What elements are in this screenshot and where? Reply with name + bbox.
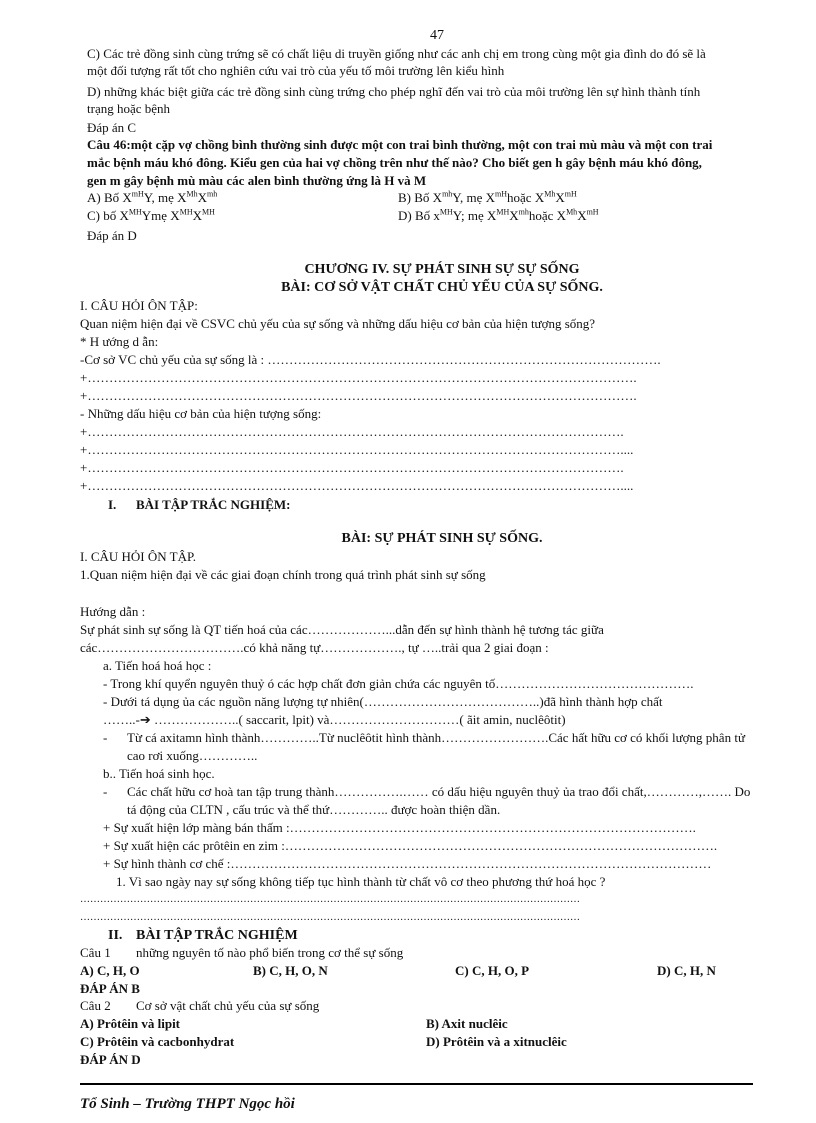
chapter-title: CHƯƠNG IV. SỰ PHÁT SINH SỰ SỰ SỐNG [304, 262, 580, 277]
footer-text: Tổ Sinh – Trường THPT Ngọc hồi [80, 1096, 295, 1112]
q46-d-sup1: MH [439, 207, 453, 217]
q46-d-sup5: mH [586, 207, 599, 217]
c1-text: những nguyên tố nào phổ biến trong cơ thể sự sống [136, 945, 404, 960]
q45-option-d-line1: D) những khác biệt giữa các trẻ đồng sinh cùng trứng cho phép nghĩ đến vai trò của môi trường lên sự hình thành tính [87, 84, 701, 99]
c2-option-b: B) Axit nuclêic [426, 1016, 508, 1031]
q46-b-sup1: mh [442, 189, 453, 199]
sec1-plus-line: +………………………………………………………………………………………………………………. [80, 370, 637, 385]
sec1-basis: -Cơ sở VC chủ yếu của sự sống là : ………………………………………………………………………………. [80, 352, 661, 367]
q46-b-x: X [555, 190, 565, 205]
c2-answer: ĐÁP ÁN D [80, 1052, 141, 1067]
sec1-heading: I. CÂU HỎI ÔN TẬP: [80, 298, 198, 313]
bio-evolution-line1: Các chất hữu cơ hoà tan tập trung thành…………….…… có dấu hiệu nguyên thuỷ ủa trao đổi chất,…………,……. Do [127, 784, 751, 799]
q46-line1: Câu 46:một cặp vợ chồng bình thường sinh được một con trai bình thường, một con trai mù màu và một con trai [87, 137, 713, 152]
chem-evolution-line4: Từ cá axitamn hình thành…………..Từ nuclêôtit hình thành…………………….Các hất hữu cơ có khối lượng phân tử [127, 730, 745, 745]
sec1-tn-title: BÀI TẬP TRẮC NGHIỆM: [136, 497, 291, 512]
lesson2-heading: I. CÂU HỎI ÔN TẬP. [80, 549, 197, 564]
bio-evolution-mechanism: + Sự hình thành cơ chế :………………………………………………………………………………………………… [103, 856, 712, 871]
answer-dotted-line: …………………………………………………………………………………………………………………………………… [80, 912, 580, 923]
q46-c-label: C) bố X [87, 208, 129, 223]
q46-a-label: A) Bố X [87, 190, 132, 205]
q46-b-sup3: Mh [544, 189, 556, 199]
bio-evolution-dash: - [103, 784, 108, 799]
c1-option-c: C) C, H, O, P [455, 963, 530, 978]
c2-text: Cơ sở vật chất chủ yếu của sự sống [136, 998, 320, 1013]
answer-dotted-line: …………………………………………………………………………………………………………………………………… [80, 894, 580, 905]
bio-evolution-enzyme: + Sự xuất hiện các prôtêin en zim :………………………………………………………………………………………. [103, 838, 718, 853]
q46-option-d [398, 208, 599, 224]
chem-evolution-line1: - Trong khí quyển nguyên thuỷ ó các hợp chất đơn giản chứa các nguyên tố………………………………………. [103, 676, 694, 691]
c1-label: Câu 1 [80, 945, 111, 960]
c2-option-d: D) Prôtêin và a xitnuclêic [426, 1034, 567, 1049]
chem-evolution-heading: a. Tiến hoá hoá học : [103, 658, 212, 673]
lesson2-question2: 1. Vì sao ngày nay sự sống không tiếp tục hình thành từ chất vô cơ theo phương thứ hoá học ? [116, 874, 606, 889]
q46-option-a [87, 190, 217, 206]
sec1-plus-line: +……………………………………………………………………………………………………………. [80, 460, 624, 475]
q45-answer: Đáp án C [87, 120, 137, 135]
c1-option-a: A) C, H, O [80, 963, 140, 978]
lesson2-paragraph-line2: các…………………………….có khả năng tự………………., tự …..trải qua 2 giai đoạn : [80, 640, 549, 655]
c2-option-a: A) Prôtêin và lipit [80, 1016, 181, 1031]
q46-d-sup3: mh [518, 207, 529, 217]
lesson2-guide: Hướng dẫn : [80, 604, 146, 619]
q46-d-x: X [509, 208, 519, 223]
mcq-number: II. [108, 928, 123, 943]
q46-d-sup2: MH [496, 207, 510, 217]
q46-c-sup2: MH [179, 207, 193, 217]
c2-option-c: C) Prôtêin và cacbonhydrat [80, 1034, 235, 1049]
bio-evolution-membrane: + Sự xuất hiện lớp màng bán thấm :…………………………………………………………………………………. [103, 820, 696, 835]
q46-c-sup1: MH [128, 207, 142, 217]
chem-evolution-line5: cao rơi xuống………….. [127, 748, 258, 763]
q46-d-x2: X [577, 208, 587, 223]
sec1-plus-line: +…………………………………………………………………………………………………………….... [80, 442, 634, 457]
q46-d-sup4: Mh [566, 207, 578, 217]
bio-evolution-heading: b.. Tiến hoá sinh học. [103, 766, 215, 781]
q46-b-sup2: mH [495, 189, 508, 199]
sec1-question: Quan niệm hiện đại về CSVC chủ yếu của sự sống và những dấu hiệu cơ bản của hiện tượng sống? [80, 316, 596, 331]
q46-a-mid: Y, mẹ X [143, 190, 187, 205]
c1-answer: ĐÁP ÁN B [80, 981, 140, 996]
footer-rule [80, 1083, 753, 1085]
q46-b-label: B) Bố X [398, 190, 443, 205]
q46-b-sup4: mH [564, 189, 577, 199]
q46-a-sup3: mh [207, 189, 218, 199]
q46-a-sup2: Mh [186, 189, 198, 199]
q46-b-mid: Y, mẹ X [452, 190, 496, 205]
q46-b-or: hoặc X [507, 190, 545, 205]
q46-a-sup1: mH [131, 189, 144, 199]
q46-d-mid: Y; mẹ X [452, 208, 497, 223]
q46-c-mid: Ymẹ X [141, 208, 180, 223]
q46-line3: gen m gây bệnh mù màu các alen bình thường ứng là H và M [87, 173, 427, 188]
lesson1-title: BÀI: CƠ SỞ VẬT CHẤT CHỦ YẾU CỦA SỰ SỐNG. [281, 280, 603, 295]
q45-option-c-line2: một đối tượng rất tốt cho nghiên cứu vai trò của yếu tố môi trường lên kiểu hình [87, 63, 505, 78]
sec1-plus-line: +………………………………………………………………………………………………………………. [80, 388, 637, 403]
q46-d-label: D) Bố x [398, 208, 440, 223]
chem-evolution-dash: - [103, 730, 108, 745]
lesson2-paragraph-line1: Sự phát sinh sự sống là QT tiến hoá của các………………...dẫn đến sự hình thành hệ tương tác giữa [80, 622, 604, 637]
q45-option-c-line1: C) Các trẻ đồng sinh cùng trứng sẽ có chất liệu di truyền giống như các anh chị em trong cùng một gia đình do đó sẽ là [87, 46, 706, 61]
chem-evolution-line3: ……..-➔ ………………..( saccarit, lpit) và…………………………( ãit amin, nuclêôtit) [103, 712, 566, 727]
lesson2-question1: 1.Quan niệm hiện đại về các giai đoạn chính trong quá trình phát sinh sự sống [80, 567, 486, 582]
q45-option-d-line2: trạng hoặc bệnh [87, 101, 171, 116]
q46-a-x: X [197, 190, 208, 205]
q46-c-sup3: MH [201, 207, 215, 217]
bio-evolution-line2: tá động của CLTN , cấu trúc và thể thứ………….. được hoàn thiện dần. [127, 802, 501, 817]
mcq-title: BÀI TẬP TRẮC NGHIỆM [136, 928, 298, 943]
c1-option-d: D) C, H, N [657, 963, 716, 978]
sec1-guide: * H ướng d ẫn: [80, 334, 159, 349]
c1-option-b: B) C, H, O, N [253, 963, 328, 978]
chem-evolution-line2: - Dưới tá dụng ủa các nguồn năng lượng tự nhiên(…………………………………..)đã hình thành hợp chất [103, 694, 663, 709]
q46-answer: Đáp án D [87, 228, 137, 243]
sec1-tn-number: I. [108, 497, 117, 512]
q46-option-c [87, 208, 215, 224]
lesson2-title: BÀI: SỰ PHÁT SINH SỰ SỐNG. [341, 531, 543, 546]
c2-label: Câu 2 [80, 998, 111, 1013]
q46-line2: mắc bệnh máu khó đông. Kiểu gen của hai vợ chồng trên như thế nào? Cho biết gen h gây bệnh máu khó đông, [87, 155, 702, 170]
q46-d-or: hoặc X [528, 208, 567, 223]
sec1-plus-line: +…………………………………………………………………………………………………………….... [80, 478, 634, 493]
q46-option-b [398, 190, 577, 206]
sec1-signs: - Những dấu hiệu cơ bản của hiện tượng sống: [80, 406, 322, 421]
page-number: 47 [430, 28, 444, 43]
q46-c-x: X [192, 208, 202, 223]
sec1-plus-line: +……………………………………………………………………………………………………………. [80, 424, 624, 439]
